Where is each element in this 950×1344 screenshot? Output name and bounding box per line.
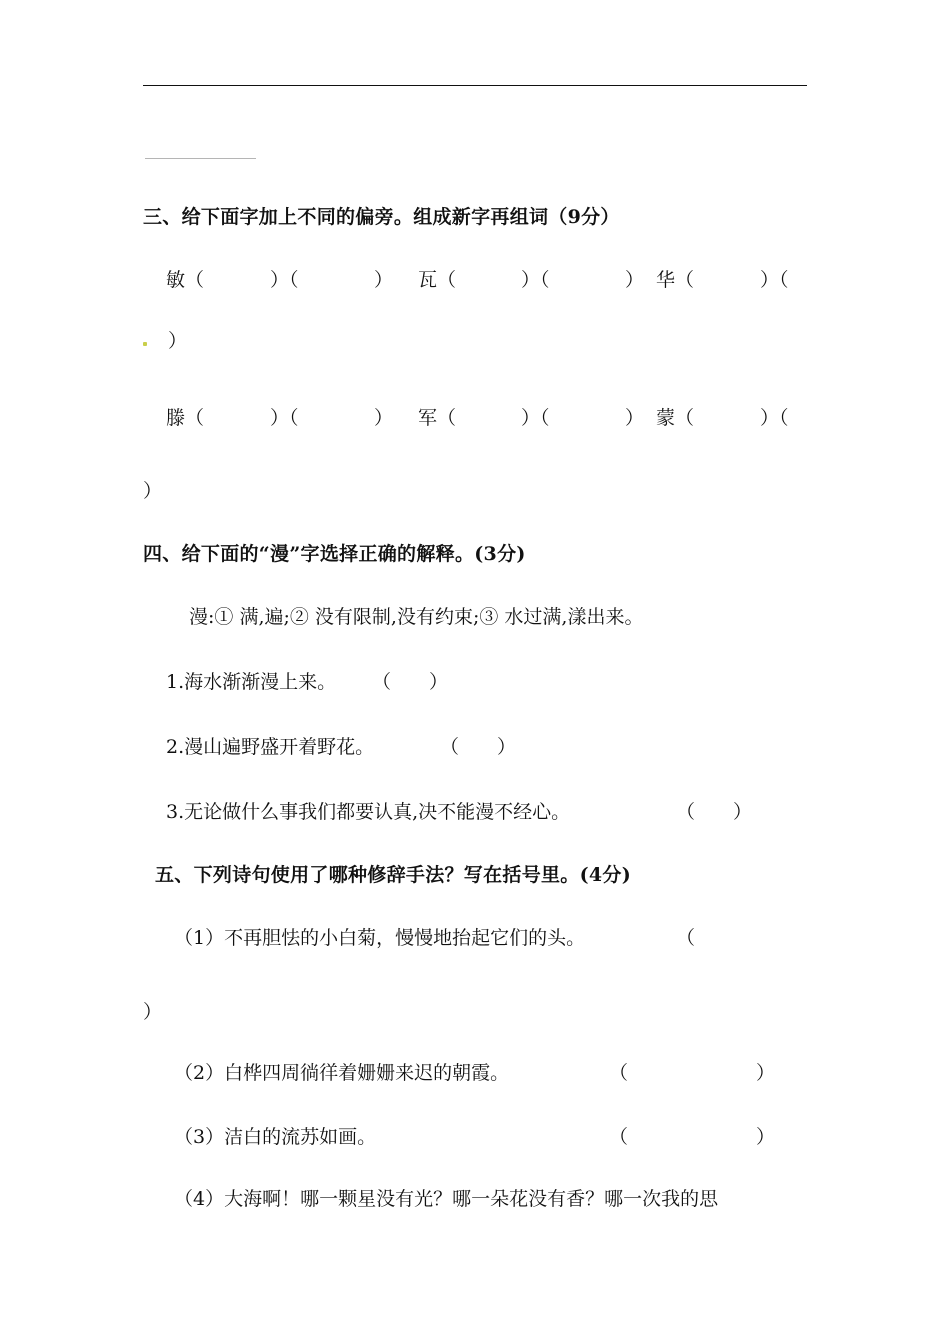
s5-q2-close: ）: [756, 1062, 776, 1084]
row2-paren3: ）（: [521, 407, 550, 429]
section4-heading: 四、给下面的“漫”字选择正确的解释。(3分): [143, 543, 526, 565]
row2-char2: 军（: [418, 407, 457, 429]
q3-text: 3.无论做什么事我们都要认真,决不能漫不经心。: [166, 801, 571, 823]
definition: 漫:① 满,遍;② 没有限制,没有约束;③ 水过满,漾出来。: [189, 606, 644, 628]
row2-char3: 蒙（: [656, 407, 695, 429]
section5-heading: 五、下列诗句使用了哪种修辞手法？写在括号里。(4分): [155, 864, 632, 886]
row1-paren5: ）（: [760, 269, 789, 291]
row2-paren2: ）: [374, 407, 394, 429]
q2-answer-bracket: （ ）: [440, 736, 517, 758]
header-rule: [143, 85, 807, 86]
short-rule: [145, 158, 256, 159]
q3-answer-bracket: （ ）: [676, 801, 753, 823]
row1-paren1: ）（: [270, 269, 299, 291]
speck-mark: [143, 342, 147, 346]
row1-paren4: ）: [625, 269, 645, 291]
s5-q2-open: （: [609, 1062, 629, 1084]
row2-paren1: ）（: [270, 407, 299, 429]
s5-q1-close: ）: [143, 1001, 163, 1023]
s5-q3-open: （: [609, 1126, 629, 1148]
row2-char1: 滕（: [166, 407, 205, 429]
q1-answer-bracket: （ ）: [372, 671, 449, 693]
row1-paren2: ）: [374, 269, 394, 291]
row1-paren3: ）（: [521, 269, 550, 291]
s5-q1-open: （: [676, 927, 696, 949]
row1-char3: 华（: [656, 269, 695, 291]
q2-text: 2.漫山遍野盛开着野花。: [166, 736, 375, 758]
row1-wrap: ）: [168, 330, 188, 352]
s5-q3-close: ）: [756, 1126, 776, 1148]
s5-q4-text: （4）大海啊！哪一颗星没有光？哪一朵花没有香？哪一次我的思: [174, 1188, 719, 1210]
row1-char2: 瓦（: [418, 269, 457, 291]
s5-q3-text: （3）洁白的流苏如画。: [174, 1126, 377, 1148]
row1-char1: 敏（: [166, 269, 205, 291]
row2-paren5: ）（: [760, 407, 789, 429]
q1-text: 1.海水渐渐漫上来。: [166, 671, 337, 693]
row2-paren4: ）: [625, 407, 645, 429]
s5-q1-text: （1）不再胆怯的小白菊，慢慢地抬起它们的头。: [174, 927, 586, 949]
row2-wrap: ）: [143, 480, 163, 502]
s5-q2-text: （2）白桦四周徜徉着姗姗来迟的朝霞。: [174, 1062, 510, 1084]
section3-heading: 三、给下面字加上不同的偏旁。组成新字再组词（9分）: [143, 206, 620, 228]
